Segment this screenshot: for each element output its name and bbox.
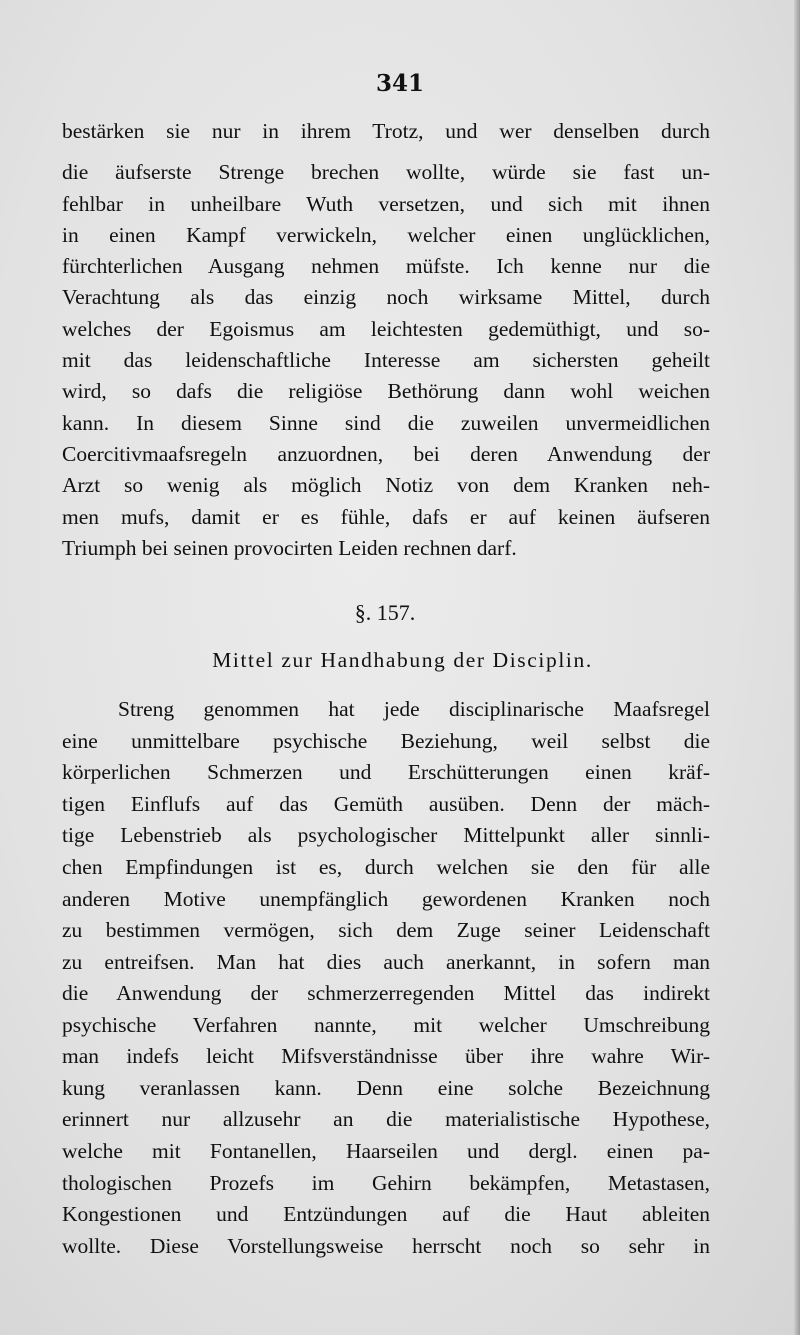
text-line: kann. In diesem Sinne sind die zuweilen unvermeidlichen [62,411,710,435]
text-line: Verachtung als das einzig noch wirksame Mittel, durch [62,285,710,309]
text-line: bestärken sie nur in ihrem Trotz, und wer denselben durch [62,119,710,143]
text-line: Coercitivmaafsregeln anzuordnen, bei deren Anwendung der [62,442,710,466]
text-line: mit das leidenschaftliche Interesse am sichersten geheilt [62,348,710,372]
text-line: chen Empfindungen ist es, durch welchen sie den für alle [62,855,710,879]
text-line: men mufs, damit er es fühle, dafs er auf keinen äufseren [62,505,710,529]
text-line: thologischen Prozefs im Gehirn bekämpfen, Metastasen, [62,1171,710,1195]
text-line: Arzt so wenig als möglich Notiz von dem Kranken neh- [62,473,710,497]
text-line: welche mit Fontanellen, Haarseilen und dergl. einen pa- [62,1139,710,1163]
text-line: zu bestimmen vermögen, sich dem Zuge seiner Leidenschaft [62,918,710,942]
text-line: erinnert nur allzusehr an die materialistische Hypothese, [62,1107,710,1131]
text-line: anderen Motive unempfänglich gewordenen Kranken noch [62,887,710,911]
text-line: tige Lebenstrieb als psychologischer Mittelpunkt aller sinnli- [62,823,710,847]
text-line: man indefs leicht Mifsverständnisse über ihre wahre Wir- [62,1044,710,1068]
text-line: wird, so dafs die religiöse Bethörung dann wohl weichen [62,379,710,403]
text-line: die äufserste Strenge brechen wollte, würde sie fast un- [62,160,710,184]
page-number: 341 [375,70,424,97]
text-line: tigen Einflufs auf das Gemüth ausüben. Denn der mäch- [62,792,710,816]
text-line: zu entreifsen. Man hat dies auch anerkannt, in sofern man [62,950,710,974]
text-line: eine unmittelbare psychische Beziehung, weil selbst die [62,729,710,753]
text-line: in einen Kampf verwickeln, welcher einen unglücklichen, [62,223,710,247]
text-line: Triumph bei seinen provocirten Leiden rechnen darf. [62,536,517,560]
text-line: fehlbar in unheilbare Wuth versetzen, und sich mit ihnen [62,192,710,216]
section-heading: Mittel zur Handhabung der Disciplin. [212,648,593,672]
text-line: fürchterlichen Ausgang nehmen müfste. Ich kenne nur die [62,254,710,278]
text-line: wollte. Diese Vorstellungsweise herrscht noch so sehr in [62,1234,710,1258]
text-line: welches der Egoismus am leichtesten gedemüthigt, und so- [62,317,710,341]
text-line: Kongestionen und Entzündungen auf die Haut ableiten [62,1202,710,1226]
text-line: Streng genommen hat jede disciplinarische Maafsregel [118,697,710,721]
text-line: körperlichen Schmerzen und Erschütterungen einen kräf- [62,760,710,784]
section-number: §. 157. [354,600,416,625]
text-line: psychische Verfahren nannte, mit welcher Umschreibung [62,1013,710,1037]
text-line: die Anwendung der schmerzerregenden Mittel das indirekt [62,981,710,1005]
text-line: kung veranlassen kann. Denn eine solche Bezeichnung [62,1076,710,1100]
